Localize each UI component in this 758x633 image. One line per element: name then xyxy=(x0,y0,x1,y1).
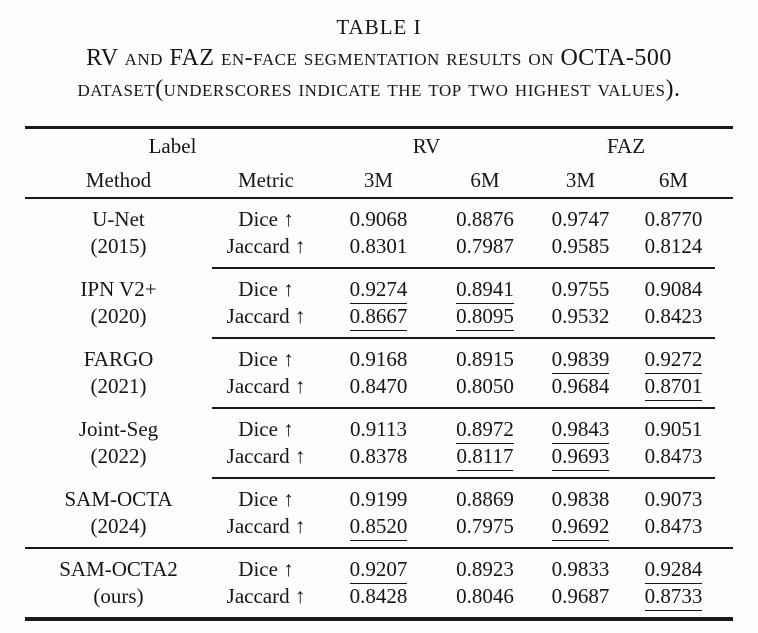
value-cell: 0.9532 xyxy=(551,304,610,328)
method-block xyxy=(25,339,733,407)
value-cell: 0.9199 xyxy=(349,487,408,511)
value-cell: 0.8117 xyxy=(437,444,533,469)
value-cell: 0.8378 xyxy=(349,444,408,468)
table-body xyxy=(25,199,733,617)
method-year: (ours) xyxy=(93,584,144,608)
value-cell: 0.8124 xyxy=(644,234,703,258)
method-year: (2022) xyxy=(90,444,147,468)
value-cell: 0.8770 xyxy=(644,207,703,231)
method-year: (2021) xyxy=(90,374,147,398)
value-cell: 0.9284 xyxy=(628,557,733,582)
value-cell: 0.9833 xyxy=(551,557,610,581)
value-cell: 0.8520 xyxy=(320,514,437,539)
table-number: TABLE I xyxy=(336,15,422,39)
header-rv-3m: 3M xyxy=(363,167,394,192)
metric-label: Jaccard ↑ xyxy=(226,374,306,398)
table-caption xyxy=(0,0,758,104)
value-cell: 0.9207 xyxy=(320,557,437,582)
value-cell: 0.8915 xyxy=(456,347,514,371)
method-block xyxy=(25,479,733,547)
table-row xyxy=(25,556,733,583)
method-year: (2020) xyxy=(90,304,147,328)
metric-label: Dice ↑ xyxy=(238,347,294,371)
method-block xyxy=(25,549,733,617)
table-row xyxy=(25,486,733,513)
bottom-rule xyxy=(25,617,733,621)
value-cell: 0.9684 xyxy=(551,374,610,398)
value-cell: 0.8473 xyxy=(644,444,703,468)
value-cell: 0.8972 xyxy=(437,417,533,442)
header-metric: Metric xyxy=(238,167,294,192)
metric-label: Dice ↑ xyxy=(238,417,294,441)
table-title: RV and FAZ en-face segmentation results on OCTA-500 xyxy=(86,45,672,71)
value-cell: 0.8667 xyxy=(320,304,437,329)
header-faz-group: FAZ xyxy=(606,133,646,158)
table-row xyxy=(25,276,733,303)
table-row xyxy=(25,416,733,443)
value-cell: 0.9113 xyxy=(350,417,407,441)
metric-label: Dice ↑ xyxy=(238,487,294,511)
method-year: (2024) xyxy=(90,514,147,538)
value-cell: 0.9272 xyxy=(628,347,733,372)
value-cell: 0.9843 xyxy=(533,417,628,442)
method-block xyxy=(25,409,733,477)
value-cell: 0.9693 xyxy=(533,444,628,469)
value-cell: 0.7975 xyxy=(456,514,514,538)
table-row xyxy=(25,346,733,373)
metric-label: Jaccard ↑ xyxy=(226,234,306,258)
value-cell: 0.9168 xyxy=(349,347,408,371)
value-cell: 0.8733 xyxy=(628,584,733,609)
value-cell: 0.9839 xyxy=(533,347,628,372)
header-faz-6m: 6M xyxy=(658,167,689,192)
method-name: U-Net xyxy=(92,207,145,231)
metric-label: Dice ↑ xyxy=(238,557,294,581)
table-row xyxy=(25,443,733,470)
table-row xyxy=(25,513,733,540)
method-name: Joint-Seg xyxy=(78,417,159,441)
value-cell: 0.9838 xyxy=(551,487,610,511)
value-cell: 0.8046 xyxy=(456,584,514,608)
metric-label: Jaccard ↑ xyxy=(226,444,306,468)
value-cell: 0.8876 xyxy=(456,207,514,231)
value-cell: 0.9073 xyxy=(644,487,703,511)
value-cell: 0.8428 xyxy=(349,584,408,608)
metric-label: Jaccard ↑ xyxy=(226,304,306,328)
value-cell: 0.9687 xyxy=(551,584,610,608)
metric-label: Dice ↑ xyxy=(238,277,294,301)
value-cell: 0.8941 xyxy=(437,277,533,302)
value-cell: 0.9274 xyxy=(320,277,437,302)
table-row xyxy=(25,373,733,400)
table-row xyxy=(25,233,733,260)
value-cell: 0.9068 xyxy=(349,207,408,231)
value-cell: 0.9084 xyxy=(644,277,703,301)
value-cell: 0.8470 xyxy=(349,374,408,398)
value-cell: 0.9755 xyxy=(551,277,610,301)
value-cell: 0.8869 xyxy=(456,487,514,511)
value-cell: 0.9747 xyxy=(551,207,610,231)
value-cell: 0.8301 xyxy=(349,234,408,258)
header-rv-group: RV xyxy=(412,133,441,158)
method-block xyxy=(25,269,733,337)
value-cell: 0.9051 xyxy=(644,417,703,441)
value-cell: 0.9692 xyxy=(533,514,628,539)
header-method: Method xyxy=(85,167,152,192)
table-row xyxy=(25,303,733,330)
metric-label: Jaccard ↑ xyxy=(226,584,306,608)
value-cell: 0.8923 xyxy=(456,557,514,581)
method-name: SAM-OCTA xyxy=(64,487,173,511)
value-cell: 0.9585 xyxy=(551,234,610,258)
method-year: (2015) xyxy=(90,234,147,258)
table-subtitle: dataset(underscores indicate the top two highest values). xyxy=(77,76,681,102)
header-label-group: Label xyxy=(148,133,197,158)
header-column-row xyxy=(25,163,733,197)
value-cell: 0.8701 xyxy=(628,374,733,399)
header-rv-6m: 6M xyxy=(470,167,500,192)
table-row xyxy=(25,206,733,233)
value-cell: 0.8423 xyxy=(644,304,703,328)
value-cell: 0.8095 xyxy=(437,304,533,329)
method-name: SAM-OCTA2 xyxy=(59,557,178,581)
metric-label: Dice ↑ xyxy=(238,207,294,231)
metric-label: Jaccard ↑ xyxy=(226,514,306,538)
value-cell: 0.8050 xyxy=(456,374,514,398)
table-row xyxy=(25,583,733,610)
header-group-row xyxy=(25,129,733,163)
value-cell: 0.8473 xyxy=(644,514,703,538)
results-table xyxy=(25,126,733,621)
method-name: IPN V2+ xyxy=(80,277,157,301)
header-faz-3m: 3M xyxy=(565,167,596,192)
value-cell: 0.7987 xyxy=(456,234,514,258)
method-name: FARGO xyxy=(83,347,154,371)
method-block xyxy=(25,199,733,267)
